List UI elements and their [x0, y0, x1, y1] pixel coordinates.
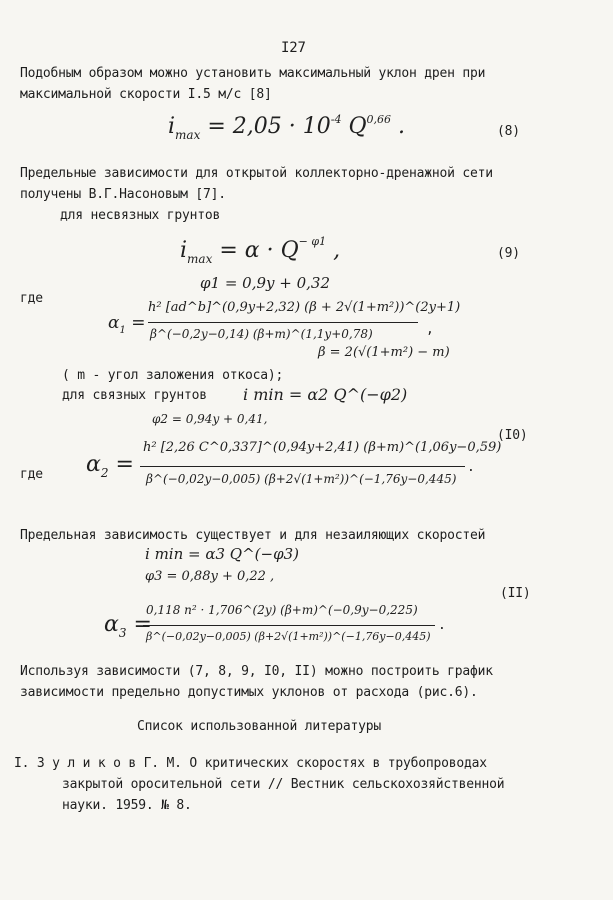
- paragraph-3: Предельная зависимость существует и для незаиляющих скоростей: [20, 528, 486, 543]
- imin-equation-10: i min = α2 Q^(−φ2): [243, 385, 408, 404]
- alpha1-numerator: h² [ad^b]^(0,9y+2,32) (β + 2√(1+m²))^(2y+1): [148, 300, 461, 315]
- reference-1-line-3: науки. 1959. № 8.: [62, 798, 192, 813]
- paragraph-2-line-2: получены В.Г.Насоновым [7].: [20, 187, 226, 202]
- alpha3-denominator: β^(−0,02y−0,005) (β+2√(1+m²))^(−1,76y−0,445): [146, 630, 431, 643]
- reference-1-line-2: закрытой оросительной сети // Вестник сельскохозяйственной: [62, 777, 505, 792]
- alpha1-comma: ,: [426, 322, 434, 337]
- equation-8-number: (8): [497, 124, 520, 139]
- where-label-1: где: [20, 291, 43, 306]
- equation-8: $i_{max} = 2,05 \cdot 10^{-4}$ Q$^{0,66}$ .: [168, 113, 406, 142]
- alpha1-fraction-bar: [148, 322, 418, 323]
- alpha3-symbol: $\alpha_3$ =: [104, 612, 152, 640]
- references-title: Список использованной литературы: [137, 719, 382, 734]
- alpha2-symbol: $\alpha_2$ =: [86, 452, 134, 480]
- phi1-formula: φ1 = 0,9y + 0,32: [200, 274, 330, 292]
- alpha3-numerator: 0,118 n² · 1,706^(2y) (β+m)^(−0,9y−0,225): [146, 603, 418, 617]
- alpha2-numerator: h² [2,26 C^0,337]^(0,94y+2,41) (β+m)^(1,06y−0,59): [143, 440, 502, 455]
- paragraph-1-line-2: максимальной скорости I.5 м/с [8]: [20, 87, 272, 102]
- equation-9-number: (9): [497, 246, 520, 261]
- paragraph-1-line-1: Подобным образом можно установить максимальный уклон дрен при: [20, 66, 486, 81]
- where-label-2: где: [20, 467, 43, 482]
- page-number: I27: [281, 40, 306, 56]
- cohesive-soils-label: для связных грунтов: [62, 388, 207, 403]
- alpha2-denominator: β^(−0,02y−0,005) (β+2√(1+m²))^(−1,76y−0,445): [146, 472, 457, 486]
- beta-formula: β = 2(√(1+m²) − m): [318, 345, 450, 360]
- imin-equation-11: i min = α3 Q^(−φ3): [145, 545, 299, 563]
- note-m: ( m - угол заложения откоса);: [62, 368, 284, 383]
- paragraph-4-line-2: зависимости предельно допустимых уклонов от расхода (рис.6).: [20, 685, 478, 700]
- reference-1-line-1: I. З у л и к о в Г. М. О критических скоростях в трубопроводах: [14, 756, 487, 771]
- equation-9: $i_{max} = \alpha \cdot Q^{- \varphi 1}$ ,: [180, 235, 341, 266]
- alpha1-denominator: β^(−0,2y−0,14) (β+m)^(1,1y+0,78): [150, 327, 373, 341]
- alpha3-fraction-bar: [143, 625, 435, 626]
- paragraph-4-line-1: Используя зависимости (7, 8, 9, I0, II) можно построить график: [20, 664, 493, 679]
- phi2-formula: φ2 = 0,94y + 0,41,: [152, 412, 268, 426]
- paragraph-2-line-1: Предельные зависимости для открытой коллекторно-дренажной сети: [20, 166, 493, 181]
- alpha2-period: .: [467, 460, 475, 475]
- equation-10-number: (I0): [497, 428, 528, 443]
- alpha2-fraction-bar: [140, 466, 465, 467]
- phi3-formula: φ3 = 0,88y + 0,22 ,: [145, 569, 275, 584]
- alpha3-period: .: [438, 618, 446, 633]
- alpha1-symbol: $\alpha_1$ =: [108, 313, 146, 336]
- paragraph-2-line-3: для несвязных грунтов: [60, 208, 221, 223]
- equation-11-number: (II): [500, 586, 531, 601]
